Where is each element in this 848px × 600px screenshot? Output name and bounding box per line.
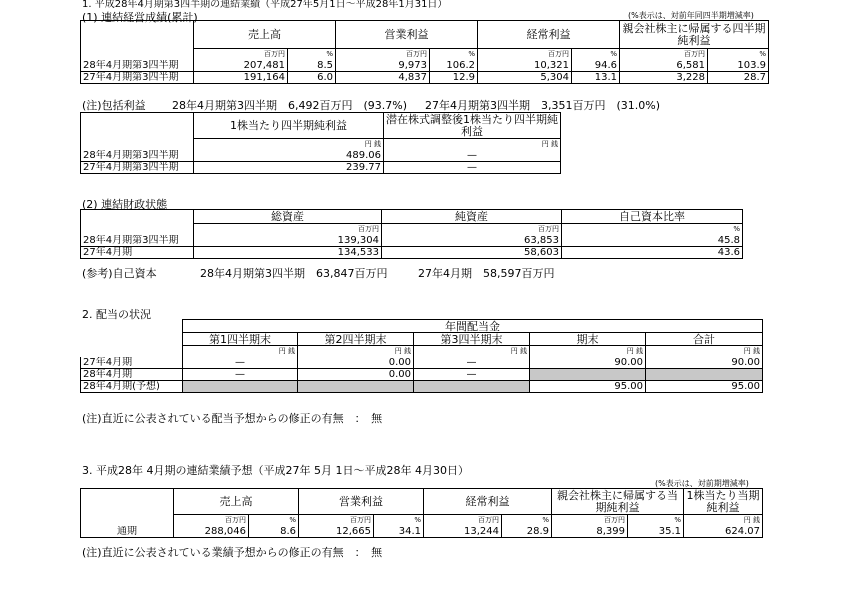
value-cell: 5,304 (478, 71, 572, 83)
unit-cell: % (572, 49, 620, 60)
value-cell: — (183, 368, 298, 380)
col-header-ordinary-income: 経常利益 (478, 21, 620, 49)
value-cell (298, 380, 414, 392)
table-row (81, 368, 763, 380)
table-row (81, 526, 763, 538)
table-row (81, 150, 561, 162)
unit-cell: 百万円 (174, 515, 249, 526)
table-row (81, 357, 763, 369)
col-header-sales: 売上高 (194, 21, 336, 49)
unit-cell: % (288, 49, 336, 60)
corner-cell (81, 21, 194, 49)
section-2-title: (2) 連結財政状態 (82, 198, 168, 211)
dividend-revision-note: (注)直近に公表されている配当予想からの修正の有無 ： 無 (82, 412, 383, 425)
equity-ref-label: (参考)自己資本 (82, 267, 157, 280)
unit-cell: 円 銭 (298, 346, 414, 357)
unit-cell: % (562, 224, 743, 235)
col-header-q2: 第2四半期末 (298, 333, 414, 346)
row-label: 27年4月期 (81, 357, 183, 369)
col-header-year-end: 期末 (530, 333, 646, 346)
value-cell: 207,481 (194, 60, 288, 72)
table-row (81, 246, 743, 258)
row-label: 27年4月期 (81, 246, 194, 258)
value-cell: 0.00 (298, 357, 414, 369)
comprehensive-income-label: (注)包括利益 (82, 99, 146, 112)
row-label: 28年4月期 (81, 368, 183, 380)
value-cell: 13,244 (424, 526, 502, 538)
unit-cell: 円 銭 (384, 139, 561, 150)
col-header-q3: 第3四半期末 (414, 333, 530, 346)
table-row (81, 161, 561, 173)
unit-cell: 円 銭 (684, 515, 763, 526)
col-header-ordinary-income: 経常利益 (424, 489, 552, 515)
col-header-net-assets: 純資産 (382, 210, 562, 224)
unit-cell: 百万円 (336, 49, 430, 60)
value-cell: 4,837 (336, 71, 430, 83)
value-cell: 8,399 (552, 526, 628, 538)
corner-cell (81, 489, 174, 515)
table-row (81, 380, 763, 392)
value-cell: 35.1 (628, 526, 684, 538)
unit-cell: % (502, 515, 552, 526)
unit-cell: % (249, 515, 299, 526)
unit-cell: % (628, 515, 684, 526)
row-label: 27年4月期第3四半期 (81, 71, 194, 83)
table-row (81, 235, 743, 247)
section-1-title: (1) 連結経営成績(累計) (82, 11, 198, 24)
unit-cell: 円 銭 (646, 346, 763, 357)
value-cell: 239.77 (194, 161, 384, 173)
col-header-operating-income: 営業利益 (299, 489, 424, 515)
section-4-note: (%表示は、対前期増減率) (655, 479, 749, 488)
unit-cell: 円 銭 (194, 139, 384, 150)
unit-cell: 百万円 (478, 49, 572, 60)
col-header-diluted-eps: 潜在株式調整後1株当たり四半期純利益 (384, 113, 561, 139)
operating-results-table (80, 20, 769, 84)
value-cell: 28.9 (502, 526, 552, 538)
dividends-table (80, 319, 763, 393)
value-cell: 489.06 (194, 150, 384, 162)
row-label: 28年4月期第3四半期 (81, 235, 194, 247)
col-header-eps: 1株当たり四半期純利益 (194, 113, 384, 139)
unit-cell: % (708, 49, 769, 60)
unit-cell: 百万円 (552, 515, 628, 526)
corner-cell (81, 320, 183, 333)
value-cell: 8.5 (288, 60, 336, 72)
comprehensive-income-prior: 27年4月期第3四半期 3,351百万円 (31.0%) (425, 99, 661, 112)
section-4-title: 3. 平成28年 4月期の連結業績予想（平成27年 5月 1日～平成28年 4月30日） (82, 464, 469, 477)
value-cell: 58,603 (382, 246, 562, 258)
value-cell: 28.7 (708, 71, 769, 83)
unit-cell: 百万円 (194, 224, 382, 235)
value-cell: 3,228 (620, 71, 708, 83)
forecast-revision-note: (注)直近に公表されている業績予想からの修正の有無 ： 無 (82, 546, 383, 559)
value-cell: 134,533 (194, 246, 382, 258)
value-cell (414, 380, 530, 392)
col-header-net-income: 親会社株主に帰属する当期純利益 (552, 489, 684, 515)
value-cell: 63,853 (382, 235, 562, 247)
table-row (81, 60, 769, 72)
unit-cell: % (430, 49, 478, 60)
value-cell: 103.9 (708, 60, 769, 72)
corner-cell (81, 113, 194, 139)
row-label: 28年4月期第3四半期 (81, 60, 194, 72)
section-3-title: 2. 配当の状況 (82, 308, 151, 321)
value-cell: 6.0 (288, 71, 336, 83)
value-cell: 624.07 (684, 526, 763, 538)
value-cell: 9,973 (336, 60, 430, 72)
corner-cell (81, 210, 194, 224)
value-cell: 10,321 (478, 60, 572, 72)
col-header-total-assets: 総資産 (194, 210, 382, 224)
value-cell: — (414, 357, 530, 369)
value-cell: 94.6 (572, 60, 620, 72)
value-cell (530, 368, 646, 380)
value-cell (646, 368, 763, 380)
row-label: 27年4月期第3四半期 (81, 161, 194, 173)
value-cell: 90.00 (530, 357, 646, 369)
table-row (81, 71, 769, 83)
value-cell: 90.00 (646, 357, 763, 369)
forecast-table (80, 488, 763, 538)
value-cell: — (384, 161, 561, 173)
unit-cell: 百万円 (194, 49, 288, 60)
comprehensive-income-current: 28年4月期第3四半期 6,492百万円 (93.7%) (172, 99, 408, 112)
col-header-sales: 売上高 (174, 489, 299, 515)
value-cell: 95.00 (530, 380, 646, 392)
unit-cell: 円 銭 (414, 346, 530, 357)
row-label: 通期 (81, 526, 174, 538)
value-cell: 95.00 (646, 380, 763, 392)
value-cell: 12,665 (299, 526, 374, 538)
value-cell: 106.2 (430, 60, 478, 72)
value-cell: 6,581 (620, 60, 708, 72)
value-cell: 45.8 (562, 235, 743, 247)
col-header-equity-ratio: 自己資本比率 (562, 210, 743, 224)
value-cell: 34.1 (374, 526, 424, 538)
row-label: 28年4月期(予想) (81, 380, 183, 392)
value-cell: — (384, 150, 561, 162)
value-cell: — (414, 368, 530, 380)
unit-cell: 百万円 (424, 515, 502, 526)
col-header-eps: 1株当たり当期純利益 (684, 489, 763, 515)
row-label: 28年4月期第3四半期 (81, 150, 194, 162)
value-cell (183, 380, 298, 392)
unit-cell: 百万円 (299, 515, 374, 526)
header-cut-text: 1. 平成28年4月期第3四半期の連結業績（平成27年5月1日～平成28年1月31日） (82, 0, 448, 10)
unit-cell: 百万円 (382, 224, 562, 235)
col-header-total: 合計 (646, 333, 763, 346)
col-header-q1: 第1四半期末 (183, 333, 298, 346)
per-share-table (80, 112, 561, 174)
value-cell: 12.9 (430, 71, 478, 83)
value-cell: 0.00 (298, 368, 414, 380)
unit-cell: 円 銭 (530, 346, 646, 357)
value-cell: 139,304 (194, 235, 382, 247)
section-1-note: (%表示は、対前年同四半期増減率) (628, 11, 754, 20)
value-cell: 8.6 (249, 526, 299, 538)
value-cell: 13.1 (572, 71, 620, 83)
value-cell: 288,046 (174, 526, 249, 538)
unit-cell: 百万円 (620, 49, 708, 60)
value-cell: 191,164 (194, 71, 288, 83)
col-header-operating-income: 営業利益 (336, 21, 478, 49)
equity-ref-current: 28年4月期第3四半期 63,847百万円 (200, 267, 388, 280)
equity-ref-prior: 27年4月期 58,597百万円 (418, 267, 555, 280)
unit-cell: % (374, 515, 424, 526)
unit-cell: 円 銭 (183, 346, 298, 357)
value-cell: 43.6 (562, 246, 743, 258)
financial-position-table (80, 209, 743, 259)
col-header-annual-dividend: 年間配当金 (183, 320, 763, 333)
col-header-net-income: 親会社株主に帰属する四半期純利益 (620, 21, 769, 49)
value-cell: — (183, 357, 298, 369)
